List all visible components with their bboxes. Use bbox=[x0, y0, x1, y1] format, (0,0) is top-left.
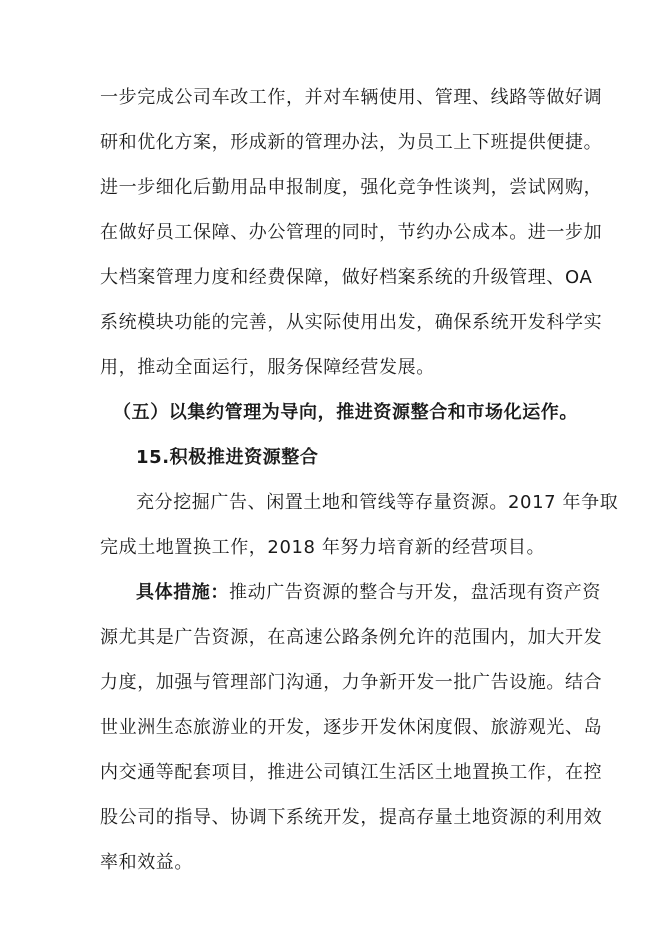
item-15-measures-line: 股公司的指导、协调下系统开发，提高存量土地资源的利用效 bbox=[100, 807, 603, 828]
item-15-measures-text: 推动广告资源的整合与开发，盘活现有资产资 bbox=[229, 582, 601, 603]
paragraph-line: 用，推动全面运行，服务保障经营发展。 bbox=[100, 357, 435, 378]
section-heading: （五）以集约管理为导向，推进资源整合和市场化运作。 bbox=[113, 402, 578, 423]
item-15-measures-line: 世业洲生态旅游业的开发，逐步开发休闲度假、旅游观光、岛 bbox=[100, 717, 603, 738]
paragraph-line: 研和优化方案，形成新的管理办法，为员工上下班提供便捷。 bbox=[100, 132, 603, 153]
item-15-intro-line: 完成土地置换工作，2018 年努力培育新的经营项目。 bbox=[100, 537, 546, 558]
item-15-title: 15.积极推进资源整合 bbox=[136, 447, 319, 468]
paragraph-line: 一步完成公司车改工作，并对车辆使用、管理、线路等做好调 bbox=[100, 87, 603, 108]
paragraph-line: 在做好员工保障、办公管理的同时，节约办公成本。进一步加 bbox=[100, 222, 603, 243]
paragraph-line: 系统模块功能的完善，从实际使用出发，确保系统开发科学实 bbox=[100, 312, 603, 333]
item-15-measures-line: 率和效益。 bbox=[100, 852, 193, 873]
paragraph-line: 进一步细化后勤用品申报制度，强化竞争性谈判，尝试网购， bbox=[100, 177, 603, 198]
item-15-measures-label: 具体措施： bbox=[136, 582, 229, 603]
item-15-measures-line: 源尤其是广告资源，在高速公路条例允许的范围内，加大开发 bbox=[100, 627, 603, 648]
item-15-measures-line bbox=[136, 581, 601, 605]
item-15-measures-line: 内交通等配套项目，推进公司镇江生活区土地置换工作，在控 bbox=[100, 762, 603, 783]
paragraph-line: 大档案管理力度和经费保障，做好档案系统的升级管理、OA bbox=[100, 267, 593, 288]
item-15-measures-line: 力度，加强与管理部门沟通，力争新开发一批广告设施。结合 bbox=[100, 672, 603, 693]
item-15-intro-line: 充分挖掘广告、闲置土地和管线等存量资源。2017 年争取 bbox=[136, 492, 619, 513]
